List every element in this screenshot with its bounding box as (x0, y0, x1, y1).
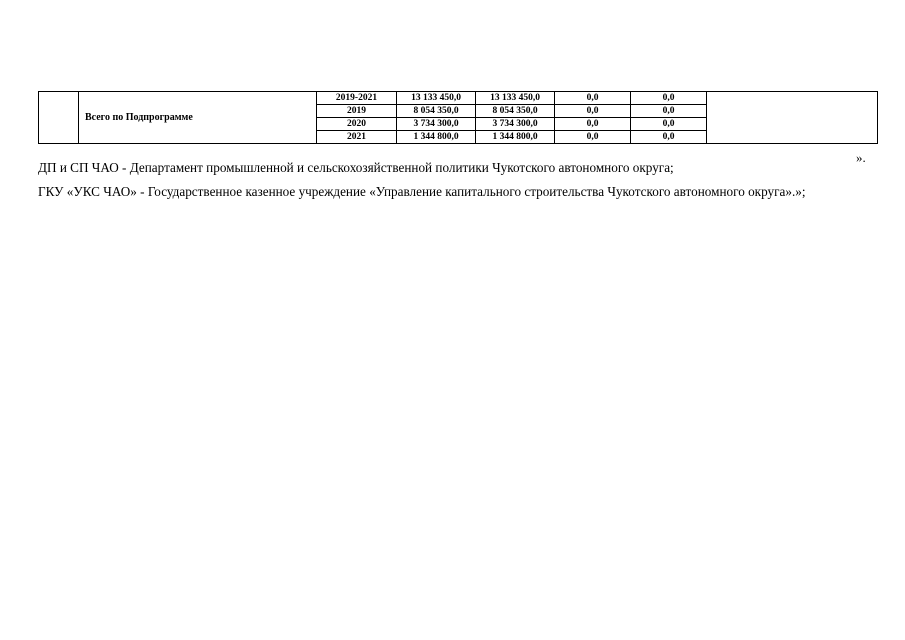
other-cell: 0,0 (631, 92, 707, 105)
total-cell: 8 054 350,0 (397, 105, 476, 118)
empty-number-cell (39, 92, 79, 144)
closing-quote-mark: ». (856, 150, 866, 165)
total-cell: 13 133 450,0 (397, 92, 476, 105)
period-cell: 2020 (317, 118, 397, 131)
table-row (39, 92, 878, 105)
empty-note-cell (707, 92, 878, 144)
federal-cell: 0,0 (555, 105, 631, 118)
federal-cell: 0,0 (555, 118, 631, 131)
other-cell: 0,0 (631, 131, 707, 144)
regional-cell: 8 054 350,0 (476, 105, 555, 118)
regional-cell: 13 133 450,0 (476, 92, 555, 105)
total-cell: 3 734 300,0 (397, 118, 476, 131)
other-cell: 0,0 (631, 105, 707, 118)
abbreviation-definition-1: ДП и СП ЧАО - Департамент промышленной и сельскохозяйственной политики Чукотского автономного округа; (38, 160, 674, 175)
other-cell: 0,0 (631, 118, 707, 131)
total-cell: 1 344 800,0 (397, 131, 476, 144)
period-cell: 2019-2021 (317, 92, 397, 105)
regional-cell: 1 344 800,0 (476, 131, 555, 144)
subprogram-total-table (38, 91, 878, 144)
federal-cell: 0,0 (555, 131, 631, 144)
total-label-cell: Всего по Подпрограмме (79, 92, 317, 144)
period-cell: 2021 (317, 131, 397, 144)
abbreviation-definition-2: ГКУ «УКС ЧАО» - Государственное казенное учреждение «Управление капитального строительства Чукотского автономного округа».»; (38, 184, 806, 199)
period-cell: 2019 (317, 105, 397, 118)
regional-cell: 3 734 300,0 (476, 118, 555, 131)
federal-cell: 0,0 (555, 92, 631, 105)
